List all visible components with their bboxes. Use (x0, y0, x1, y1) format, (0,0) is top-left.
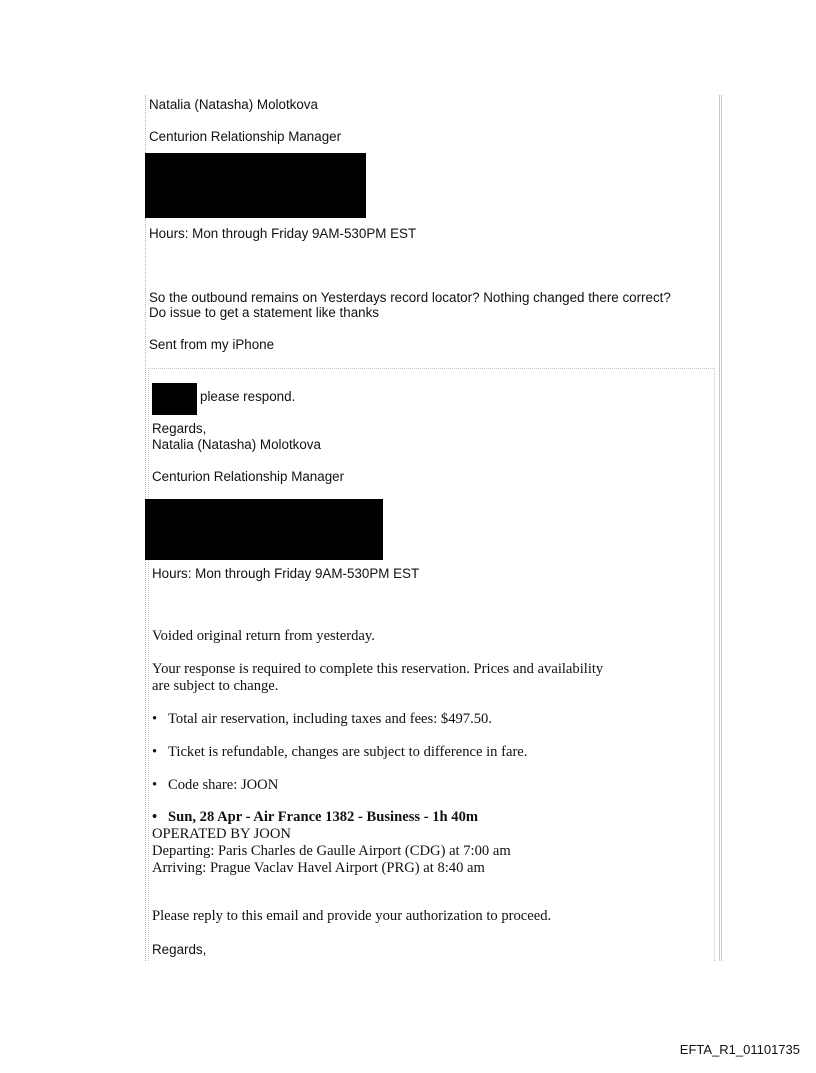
arriving-text: Arriving: Prague Vaclav Havel Airport (PRG) at 8:40 am (152, 860, 485, 876)
sender-title: Centurion Relationship Manager (152, 469, 345, 484)
flight-header (152, 809, 478, 826)
reply-text-line: So the outbound remains on Yesterdays record locator? Nothing changed there correct? (149, 290, 671, 305)
sender-name: Natalia (Natasha) Molotkova (152, 437, 321, 452)
regards-text: Regards, (152, 421, 207, 436)
departing-text: Departing: Paris Charles de Gaulle Airport (CDG) at 7:00 am (152, 843, 511, 859)
document-id: EFTA_R1_01101735 (679, 1042, 800, 1057)
bullet-marker: • (152, 809, 158, 825)
office-hours: Hours: Mon through Friday 9AM-530PM EST (149, 226, 417, 241)
bullet-marker: • (152, 744, 158, 760)
reservation-bullet (152, 777, 278, 794)
sender-name: Natalia (Natasha) Molotkova (149, 97, 318, 112)
voided-note: Voided original return from yesterday. (152, 628, 375, 644)
sent-from-signature: Sent from my iPhone (149, 337, 275, 352)
response-required-text: are subject to change. (152, 678, 279, 694)
total-fare-text: Total air reservation, including taxes and fees: $497.50. (168, 711, 492, 727)
response-required-text: Your response is required to complete this reservation. Prices and availability (152, 661, 604, 677)
reply-text-line: Do issue to get a statement like thanks (149, 305, 379, 320)
reservation-bullet (152, 744, 527, 761)
refund-policy-text: Ticket is refundable, changes are subject to difference in fare. (168, 744, 528, 760)
redaction-block (145, 499, 383, 560)
redaction-block (145, 153, 366, 218)
sender-title: Centurion Relationship Manager (149, 129, 342, 144)
bullet-marker: • (152, 711, 158, 727)
flight-summary: Sun, 28 Apr - Air France 1382 - Business - 1h 40m (168, 809, 479, 825)
bullet-marker: • (152, 777, 158, 793)
code-share-text: Code share: JOON (168, 777, 279, 793)
operated-by-text: OPERATED BY JOON (152, 826, 291, 842)
please-respond-text: please respond. (200, 389, 296, 404)
redaction-block (152, 383, 197, 415)
authorization-request: Please reply to this email and provide your authorization to proceed. (152, 908, 552, 924)
reservation-bullet (152, 711, 492, 728)
regards-text: Regards, (152, 942, 207, 957)
office-hours: Hours: Mon through Friday 9AM-530PM EST (152, 566, 420, 581)
